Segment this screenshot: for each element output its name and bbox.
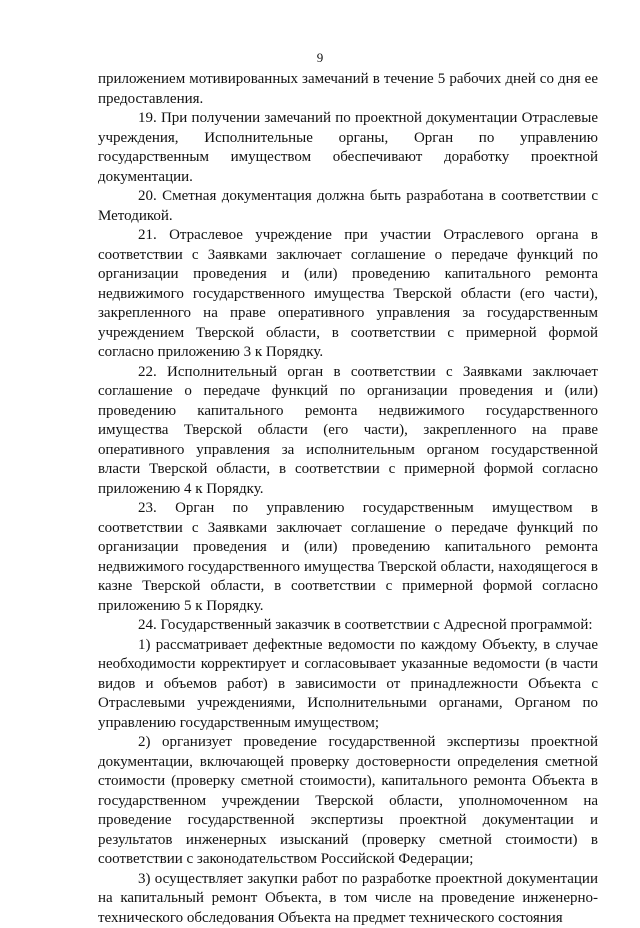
- paragraph-24: 24. Государственный заказчик в соответствии с Адресной программой:: [98, 616, 598, 636]
- paragraph-22: 22. Исполнительный орган в соответствии с Заявками заключает соглашение о передаче функций по организации проведения и (или) проведению капитального ремонта недвижимого государственного имущества Тверской области (его части), закрепленного на праве оперативного управления за исполнительным органом государственной власти Тверской области, в соответствии с примерной формой согласно приложению 4 к Порядку.: [98, 363, 598, 500]
- paragraph-continuation: приложением мотивированных замечаний в течение 5 рабочих дней со дня ее предоставления.: [98, 70, 598, 109]
- paragraph-24-item-3: 3) осуществляет закупки работ по разработке проектной документации на капитальный ремонт Объекта, в том числе на проведение инженерно-технического обследования Объекта на предмет технического состояния: [98, 870, 598, 928]
- paragraph-24-item-1: 1) рассматривает дефектные ведомости по каждому Объекту, в случае необходимости корректирует и согласовывает указанные ведомости (в части видов и объемов работ) в зависимости от принадлежности Объекта с Отраслевыми учреждениями, Исполнительными органами, Органом по управлению государственным имуществом;: [98, 636, 598, 734]
- paragraph-21: 21. Отраслевое учреждение при участии Отраслевого органа в соответствии с Заявками заключает соглашение о передаче функций по организации проведения и (или) проведению капитального ремонта недвижимого государственного имущества Тверской области (его части), закрепленного на праве оперативного управления за государственным учреждением Тверской области, в соответствии с примерной формой согласно приложению 3 к Порядку.: [98, 226, 598, 363]
- paragraph-23: 23. Орган по управлению государственным имуществом в соответствии с Заявками заключает соглашение о передаче функций по организации проведения и (или) проведению капитального ремонта недвижимого государственного имущества Тверской области, находящегося в казне Тверской области, в соответствии с примерной формой согласно приложению 5 к Порядку.: [98, 499, 598, 616]
- page-number: 9: [0, 50, 640, 66]
- paragraph-24-item-2: 2) организует проведение государственной экспертизы проектной документации, включающей проверку достоверности определения сметной стоимости (проверку сметной стоимости), капитального ремонта Объекта в государственном учреждении Тверской области, уполномоченном на проведение государственной экспертизы проектной документации и результатов инженерных изысканий (проверку сметной стоимости) в соответствии с законодательством Российской Федерации;: [98, 733, 598, 870]
- paragraph-20: 20. Сметная документация должна быть разработана в соответствии с Методикой.: [98, 187, 598, 226]
- document-body: [98, 70, 598, 928]
- paragraph-19: 19. При получении замечаний по проектной документации Отраслевые учреждения, Исполнительные органы, Орган по управлению государственным имуществом обеспечивают доработку проектной документации.: [98, 109, 598, 187]
